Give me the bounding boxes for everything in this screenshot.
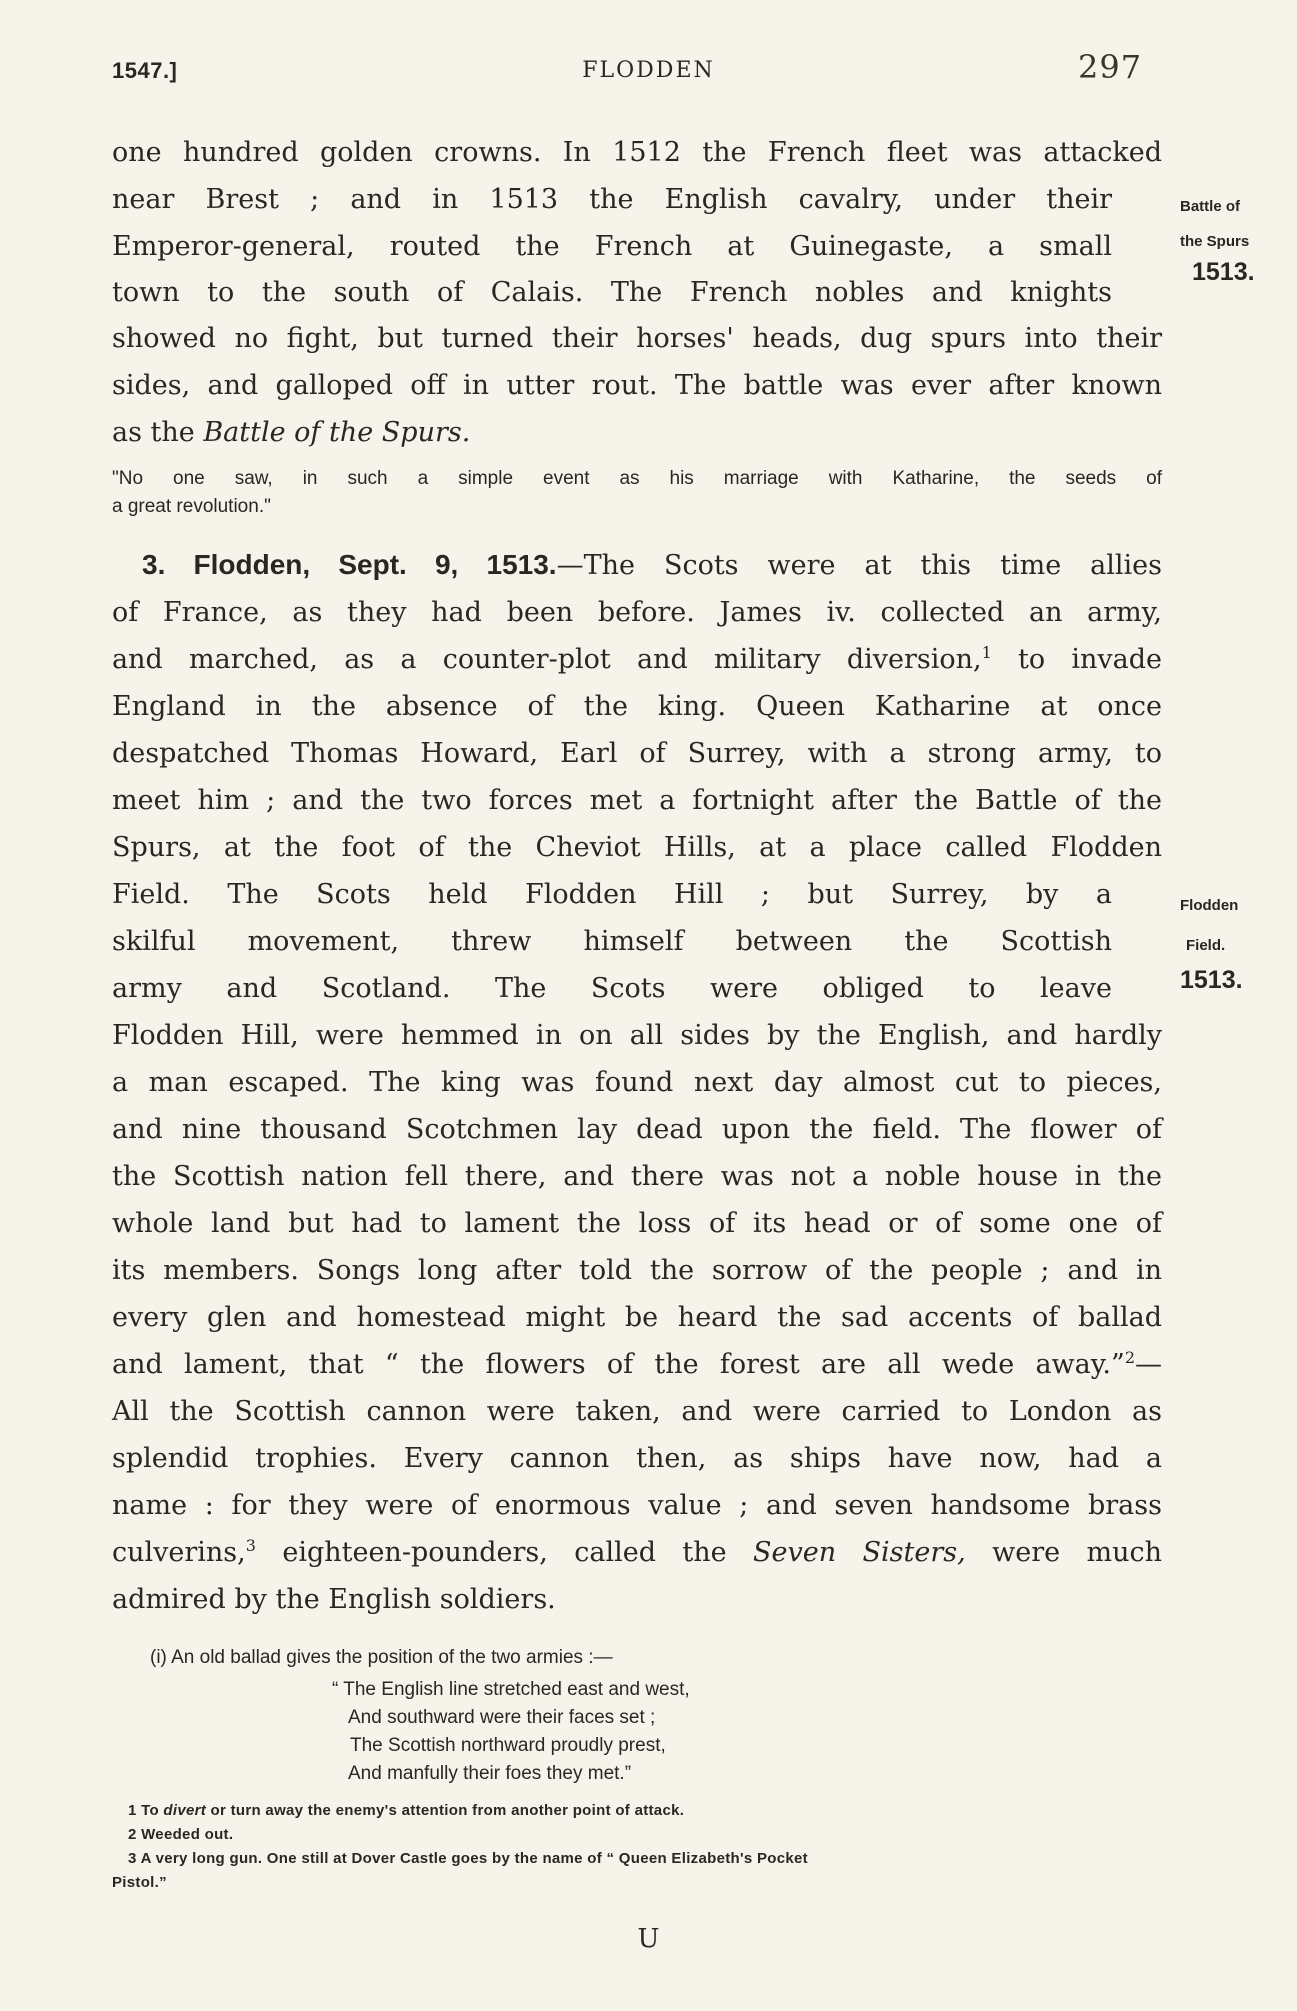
body-line: and nine thousand Scotchmen lay dead upon the field. The flower of bbox=[112, 1114, 1162, 1145]
footnote bbox=[128, 1802, 684, 1819]
body-line: despatched Thomas Howard, Earl of Surrey, with a strong army, to bbox=[112, 738, 1162, 769]
body-line: of France, as they had been before. James iv. collected an army, bbox=[112, 597, 1162, 628]
text-run: —The Scots were at this time allies bbox=[556, 550, 1162, 581]
footnote-ref: 3 bbox=[245, 1536, 256, 1555]
footnote-ref: 2 bbox=[1124, 1348, 1135, 1367]
body-line: Field. The Scots held Flodden Hill ; but Surrey, by a bbox=[112, 879, 1112, 910]
body-line: every glen and homestead might be heard the sad accents of ballad bbox=[112, 1302, 1162, 1333]
footnote-number: 3 bbox=[128, 1850, 137, 1867]
margin-note-line: Field. bbox=[1186, 937, 1226, 954]
running-head-title: FLODDEN bbox=[582, 58, 715, 83]
body-line bbox=[112, 1348, 1162, 1382]
ballad-line: And manfully their foes they met.” bbox=[348, 1763, 632, 1784]
body-line: England in the absence of the king. Queen Katharine at once bbox=[112, 691, 1162, 722]
body-line: meet him ; and the two forces met a fortnight after the Battle of the bbox=[112, 785, 1162, 816]
footnote bbox=[128, 1850, 808, 1867]
text-run: To bbox=[141, 1802, 164, 1819]
body-line: All the Scottish cannon were taken, and were carried to London as bbox=[112, 1396, 1162, 1427]
body-line: whole land but had to lament the loss of its head or of some one of bbox=[112, 1208, 1162, 1239]
footnote-number: 2 bbox=[128, 1826, 137, 1843]
margin-note-line: the Spurs bbox=[1180, 233, 1250, 250]
footnote-ref: 1 bbox=[981, 643, 992, 662]
body-line: army and Scotland. The Scots were obliged to leave bbox=[112, 973, 1112, 1004]
body-line: town to the south of Calais. The French nobles and knights bbox=[112, 277, 1112, 308]
body-line: a man escaped. The king was found next day almost cut to pieces, bbox=[112, 1067, 1162, 1098]
body-line: admired by the English soldiers. bbox=[112, 1584, 556, 1615]
text-run: or turn away the enemy's attention from another point of attack. bbox=[206, 1802, 685, 1819]
text-run: and lament, that “ the flowers of the forest are all wede away.” bbox=[112, 1349, 1125, 1380]
text-run: as the bbox=[112, 417, 204, 448]
body-line: skilful movement, threw himself between the Scottish bbox=[112, 926, 1112, 957]
italic-phrase: Battle of the Spurs. bbox=[203, 417, 471, 448]
signature-mark: U bbox=[637, 1924, 660, 1954]
body-line bbox=[112, 416, 1162, 450]
italic-phrase: divert bbox=[163, 1802, 207, 1819]
text-run: were much bbox=[965, 1537, 1162, 1568]
body-line: sides, and galloped off in utter rout. The battle was ever after known bbox=[112, 370, 1162, 401]
body-line: Flodden Hill, were hemmed in on all sides by the English, and hardly bbox=[112, 1020, 1162, 1051]
body-line: showed no fight, but turned their horses' heads, dug spurs into their bbox=[112, 323, 1162, 354]
italic-phrase: Seven Sisters, bbox=[753, 1537, 966, 1568]
body-line: its members. Songs long after told the sorrow of the people ; and in bbox=[112, 1255, 1162, 1286]
ballad-line: The Scottish northward proudly prest, bbox=[350, 1735, 666, 1756]
text-run: and marched, as a counter-plot and military diversion, bbox=[112, 644, 982, 675]
body-line: one hundred golden crowns. In 1512 the French fleet was attacked bbox=[112, 137, 1162, 168]
quote-line: a great revolution." bbox=[112, 496, 271, 517]
ballad-line: “ The English line stretched east and west, bbox=[332, 1679, 690, 1700]
page-number: 297 bbox=[1078, 48, 1143, 86]
footnote-number: 1 bbox=[128, 1802, 137, 1819]
body-line bbox=[112, 1536, 1162, 1570]
body-line: Emperor-general, routed the French at Guinegaste, a small bbox=[112, 231, 1112, 262]
body-line: Spurs, at the foot of the Cheviot Hills, at a place called Flodden bbox=[112, 832, 1162, 863]
body-line: name : for they were of enormous value ; and seven handsome brass bbox=[112, 1490, 1162, 1521]
margin-note-line: Battle of bbox=[1180, 198, 1240, 215]
margin-note-year: 1513. bbox=[1180, 966, 1243, 994]
section-heading: 3. Flodden, Sept. 9, 1513. bbox=[142, 549, 557, 580]
text-run: Weeded out. bbox=[141, 1826, 234, 1843]
ballad-intro: (i) An old ballad gives the position of the two armies :— bbox=[150, 1647, 613, 1668]
ballad-line: And southward were their faces set ; bbox=[348, 1707, 656, 1728]
footnote-continuation: Pistol.” bbox=[112, 1874, 167, 1891]
text-run: culverins, bbox=[112, 1537, 246, 1568]
running-head-date: 1547.] bbox=[112, 58, 178, 83]
body-line: splendid trophies. Every cannon then, as ships have now, had a bbox=[112, 1443, 1162, 1474]
body-line: near Brest ; and in 1513 the English cavalry, under their bbox=[112, 184, 1112, 215]
footnote bbox=[128, 1826, 233, 1843]
quote-line: "No one saw, in such a simple event as his marriage with Katharine, the seeds of bbox=[112, 468, 1162, 489]
margin-note-year: 1513. bbox=[1192, 258, 1255, 286]
body-line bbox=[112, 643, 1162, 677]
text-run: eighteen-pounders, called the bbox=[255, 1537, 754, 1568]
text-run: — bbox=[1135, 1349, 1162, 1380]
body-line: the Scottish nation fell there, and there was not a noble house in the bbox=[112, 1161, 1162, 1192]
text-run: A very long gun. One still at Dover Castle goes by the name of “ Queen Elizabeth's Pocket bbox=[140, 1850, 808, 1867]
margin-note-line: Flodden bbox=[1180, 897, 1239, 914]
body-line bbox=[142, 548, 1162, 583]
text-run: to invade bbox=[991, 644, 1162, 675]
